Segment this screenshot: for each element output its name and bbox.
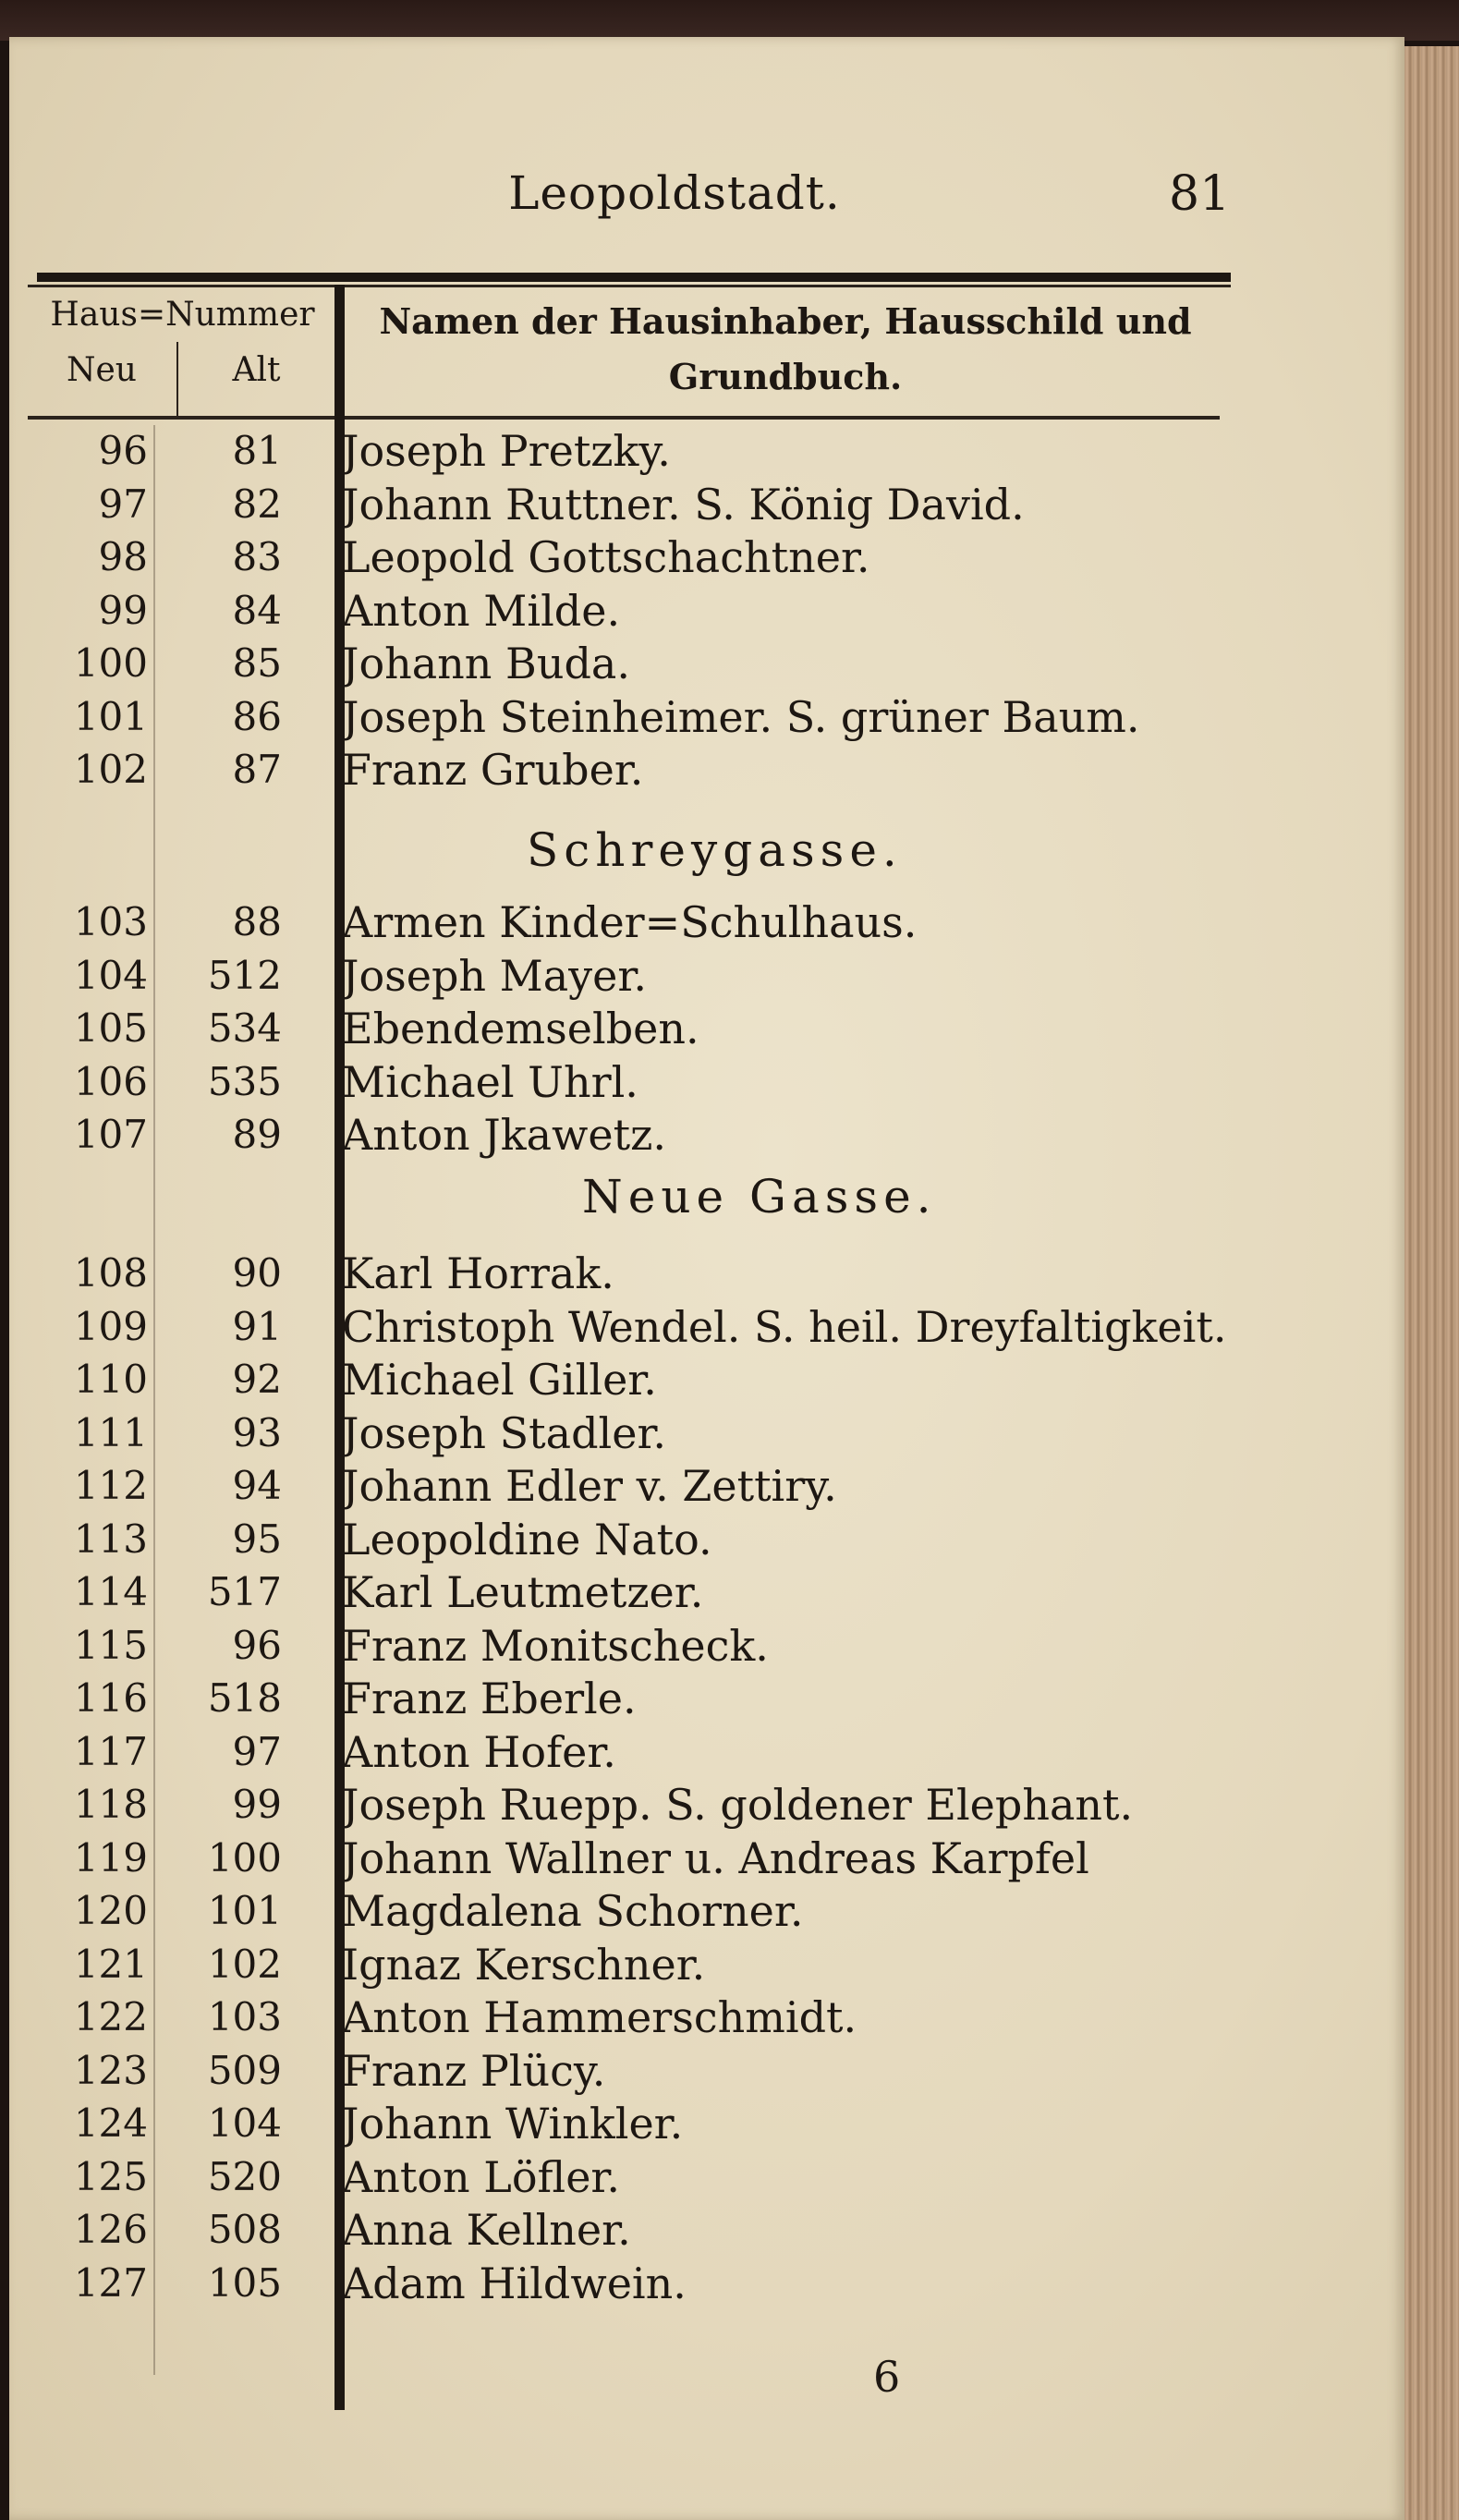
table-row [9,1991,1229,2043]
house-number-old: 102 [207,1941,282,1987]
house-number-new: 124 [73,2100,148,2146]
owner-name: Joseph Stadler. [342,1407,667,1458]
house-number-new: 96 [98,428,148,473]
house-number-new: 112 [73,1463,148,1508]
house-number-new: 102 [73,747,148,792]
owner-name: Joseph Mayer. [342,950,647,1001]
house-number-new: 103 [73,899,148,944]
house-number-new: 108 [73,1250,148,1296]
table-row [9,1301,1229,1353]
house-number-new: 119 [73,1834,148,1881]
owner-name: Johann Edler v. Zettiry. [342,1461,837,1511]
neu-alt-divider [176,342,178,416]
house-number-old: 84 [232,587,282,633]
house-number-new: 114 [73,1569,148,1614]
table-row [9,1726,1229,1778]
table-row [9,1779,1229,1831]
house-number-new: 105 [73,1005,148,1051]
house-number-new: 126 [73,2207,148,2252]
house-number-old: 100 [207,1834,282,1881]
owner-name: Johann Ruttner. S. König David. [342,479,1025,530]
owner-name: Anton Milde. [342,585,621,636]
house-number-new: 121 [73,1941,148,1987]
house-number-old: 509 [207,2047,282,2093]
house-number-old: 81 [232,428,282,473]
house-number-old: 105 [207,2259,282,2306]
table-row [9,425,1229,477]
owner-name: Joseph Ruepp. S. goldener Elephant. [342,1780,1134,1830]
header-alt: Alt [232,351,281,389]
owner-name: Ebendemselben. [342,1004,699,1053]
house-number-old: 88 [232,899,282,944]
house-number-old: 89 [232,1112,282,1157]
house-number-new: 97 [98,481,148,527]
table-row [9,1620,1229,1672]
page-number: 81 [1169,166,1231,222]
owner-name: Michael Giller. [342,1355,657,1405]
house-number-new: 123 [73,2047,148,2093]
running-title: Leopoldstadt. [508,166,841,220]
table-row [9,1109,1229,1161]
owner-name: Karl Leutmetzer. [342,1567,704,1617]
owner-name: Leopold Gottschachtner. [342,532,870,582]
table-row [9,585,1229,637]
house-number-old: 95 [232,1516,282,1562]
header-haus-nummer: Haus=Nummer [50,296,315,334]
house-number-new: 101 [73,693,148,739]
table-row [9,2258,1229,2309]
table-row [9,638,1229,689]
house-number-old: 91 [232,1303,282,1349]
table-row [9,1673,1229,1724]
table-row [9,950,1229,1002]
section-heading-neue-gasse: Neue Gasse. [582,1170,937,1223]
house-number-old: 85 [232,640,282,686]
house-number-old: 534 [207,1005,282,1051]
page-edges [1404,46,1459,2520]
house-number-old: 517 [207,1569,282,1614]
header-rule [28,416,1220,420]
house-number-new: 117 [73,1728,148,1774]
owner-name: Franz Plücy. [342,2045,606,2096]
house-number-new: 111 [73,1409,148,1455]
house-number-new: 113 [73,1516,148,1562]
table-row [9,1460,1229,1512]
table-row [9,1248,1229,1299]
house-number-old: 83 [232,534,282,579]
table-row [9,1003,1229,1054]
house-number-old: 96 [232,1622,282,1668]
owner-name: Anton Hammerschmidt. [342,1992,857,2042]
table-row [9,1514,1229,1565]
table-row [9,691,1229,743]
house-number-old: 90 [232,1250,282,1296]
owner-name: Franz Monitscheck. [342,1620,769,1671]
table-row [9,531,1229,583]
house-number-new: 122 [73,1994,148,2039]
house-number-new: 107 [73,1112,148,1157]
house-number-old: 104 [207,2100,282,2146]
book-binding-top [0,0,1459,41]
house-number-new: 127 [73,2259,148,2306]
book-page [9,37,1404,2520]
owner-name: Anton Löfler. [342,2151,620,2202]
house-number-old: 512 [207,952,282,998]
header-neu: Neu [67,351,137,389]
house-number-old: 518 [207,1675,282,1721]
table-row [9,1407,1229,1459]
table-row [9,1566,1229,1618]
owner-name: Leopoldine Nato. [342,1514,712,1564]
owner-name: Magdalena Schorner. [342,1886,804,1936]
table-row [9,744,1229,796]
owner-name: Adam Hildwein. [342,2258,687,2308]
owner-name: Christoph Wendel. S. heil. Dreyfaltigkeit. [342,1301,1227,1352]
owner-name: Franz Eberle. [342,1674,637,1723]
table-row [9,2204,1229,2256]
top-rule-thin [28,285,1231,287]
house-number-new: 118 [73,1782,148,1827]
house-number-old: 101 [207,1888,282,1933]
house-number-new: 100 [73,640,148,686]
house-number-old: 97 [232,1728,282,1774]
table-row [9,2098,1229,2149]
house-number-old: 92 [232,1357,282,1402]
house-number-old: 103 [207,1994,282,2039]
owner-name: Franz Gruber. [342,745,644,795]
house-number-new: 106 [73,1058,148,1104]
table-row [9,479,1229,530]
owner-name: Karl Horrak. [342,1248,614,1298]
owner-name: Armen Kinder=Schulhaus. [342,897,918,947]
house-number-old: 508 [207,2207,282,2252]
top-rule [37,273,1231,282]
owner-name: Joseph Steinheimer. S. grüner Baum. [342,691,1140,742]
table-row [9,1939,1229,1990]
owner-name: Anton Hofer. [342,1726,616,1777]
header-names-line2: Grundbuch. [668,356,903,397]
owner-name: Anton Jkawetz. [342,1110,666,1160]
house-number-new: 116 [73,1675,148,1721]
house-number-new: 110 [73,1357,148,1402]
owner-name: Johann Winkler. [342,2099,684,2149]
owner-name: Michael Uhrl. [342,1056,638,1107]
house-number-old: 99 [232,1782,282,1827]
house-number-new: 125 [73,2153,148,2199]
header-names-line1: Namen der Hausinhaber, Hausschild und [379,300,1192,342]
signature-mark: 6 [873,2352,901,2402]
house-number-old: 82 [232,481,282,527]
house-number-new: 109 [73,1303,148,1349]
house-number-old: 93 [232,1409,282,1455]
house-number-new: 115 [73,1622,148,1668]
house-number-old: 535 [207,1058,282,1104]
house-number-new: 104 [73,952,148,998]
house-number-old: 520 [207,2153,282,2199]
house-number-new: 120 [73,1888,148,1933]
owner-name: Ignaz Kerschner. [342,1939,706,1990]
section-heading-schreygasse: Schreygasse. [527,823,903,877]
house-number-old: 87 [232,747,282,792]
table-row [9,896,1229,948]
house-number-new: 98 [98,534,148,579]
table-row [9,2151,1229,2203]
table-row [9,1056,1229,1108]
owner-name: Joseph Pretzky. [342,426,671,476]
table-row [9,1354,1229,1406]
table-row [9,1885,1229,1937]
house-number-new: 99 [98,587,148,633]
owner-name: Johann Buda. [342,639,630,688]
table-row [9,2045,1229,2097]
owner-name: Johann Wallner u. Andreas Karpfel [342,1832,1089,1883]
owner-name: Anna Kellner. [342,2205,631,2255]
table-row [9,1832,1229,1884]
house-number-old: 86 [232,693,282,739]
house-number-old: 94 [232,1463,282,1508]
